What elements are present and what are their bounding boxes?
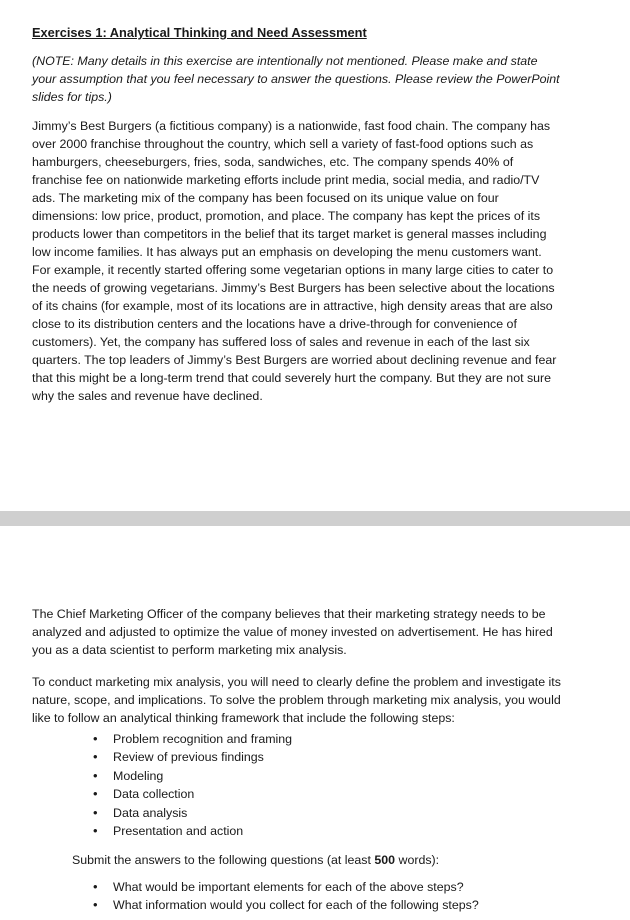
list-item: • What would be important elements for each of the above steps? [93,878,573,896]
cmo-paragraph: The Chief Marketing Officer of the company believes that their marketing strategy needs to be analyzed and adjusted to optimize the value of money invested on advertisement. He has hired you as a data scientist to perform marketing mix analysis. [32,607,553,657]
questions-list [93,878,573,915]
list-item: • Modeling [93,767,573,785]
list-item: • Presentation and action [93,822,573,840]
submit-instruction [72,851,572,869]
list-item: • Data analysis [93,804,573,822]
submit-prefix: Submit the answers to the following questions (at least [72,853,375,867]
case-description-paragraph: Jimmy’s Best Burgers (a fictitious company) is a nationwide, fast food chain. The company has over 2000 franchise throughout the country, which sell a variety of fast-food options such as hamburgers, cheeseburgers, fries, soda, sandwiches, etc. The company spends 40% of franchise fee on nationwide marketing efforts include print media, social media, and radio/TV ads. The marketing mix of the company has been focused on its unique value on four dimensions: low price, product, promotion, and place. The company has kept the prices of its products lower than competitors in the belief that its target market is general masses including low income families. It has always put an emphasis on developing the menu customers want. For example, it recently started offering some vegetarian options in many large cities to cater to the needs of growing vegetarians. Jimmy’s Best Burgers has been selective about the locations of its chains (for example, most of its locations are in attractive, high density areas that are also close to its distribution centers and the locations have a drive-through for convenience of customers). Yet, the company has suffered loss of sales and revenue in each of the last six quarters. The top leaders of Jimmy’s Best Burgers are worried about declining revenue and fear that this might be a long-term trend that could severely hurt the company. But they are not sure why the sales and revenue have declined. [32,119,557,403]
framework-steps-list [93,730,573,840]
list-item: • Review of previous findings [93,748,573,766]
page-separator [0,511,630,526]
submit-suffix: words): [395,853,440,867]
note-paragraph: (NOTE: Many details in this exercise are intentionally not mentioned. Please make and state your assumption that you feel necessary to answer the questions. Please review the PowerPoint slides for tips.) [32,54,560,104]
document-page-2 [0,526,630,920]
exercise-title: Exercises 1: Analytical Thinking and Need Assessment [32,25,367,40]
list-item: • What information would you collect for each of the following steps? [93,896,573,914]
list-item: • Problem recognition and framing [93,730,573,748]
list-item: • Data collection [93,785,573,803]
framework-paragraph: To conduct marketing mix analysis, you will need to clearly define the problem and investigate its nature, scope, and implications. To solve the problem through marketing mix analysis, you would like to follow an analytical thinking framework that include the following steps: [32,675,561,725]
word-count: 500 [374,853,396,867]
